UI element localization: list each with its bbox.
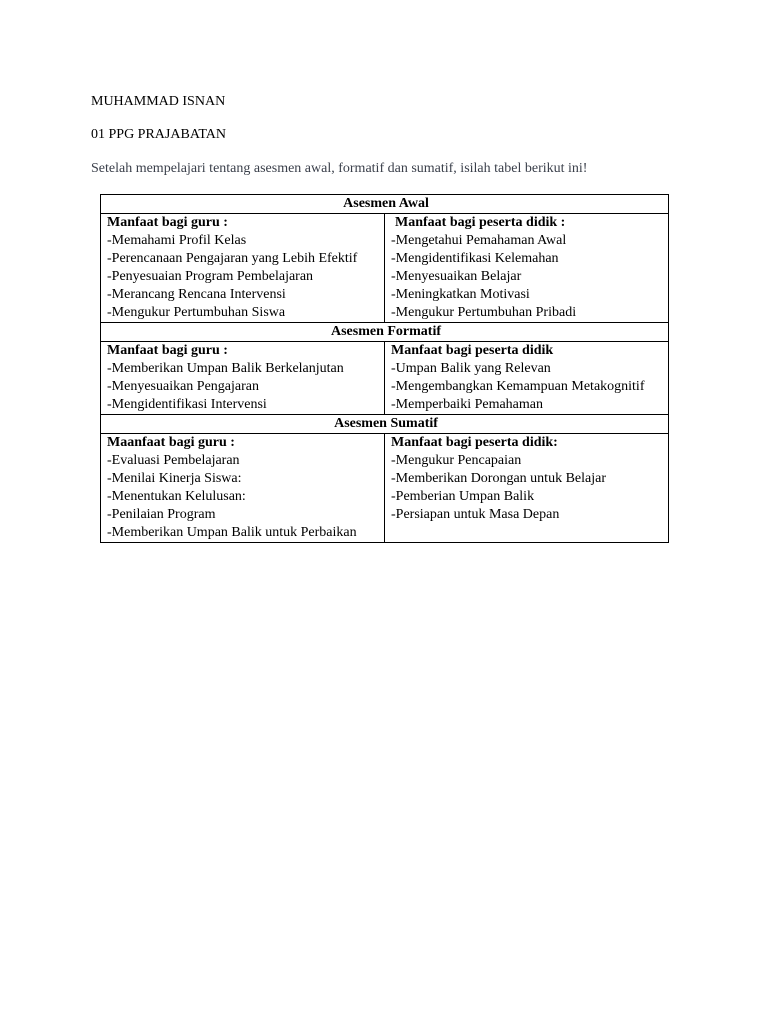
list-item: -Menilai Kinerja Siswa:	[107, 471, 242, 486]
student-benefits-heading: Manfaat bagi peserta didik:	[391, 435, 558, 450]
class-label: 01 PPG PRAJABATAN	[91, 127, 227, 142]
student-benefits-cell	[385, 214, 669, 323]
list-item: -Penilaian Program	[107, 507, 216, 522]
teacher-benefits-cell	[101, 214, 385, 323]
section-title-row	[101, 195, 669, 214]
list-item: -Persiapan untuk Masa Depan	[391, 507, 560, 522]
list-item: -Mengukur Pertumbuhan Pribadi	[391, 305, 577, 320]
assessment-table	[100, 194, 669, 543]
teacher-benefits-heading: Maanfaat bagi guru :	[107, 435, 235, 450]
list-item: -Mengukur Pencapaian	[391, 453, 522, 468]
list-item: -Mengembangkan Kemampuan Metakognitif	[391, 379, 645, 394]
student-benefits-heading: Manfaat bagi peserta didik	[391, 343, 554, 358]
list-item: -Meningkatkan Motivasi	[391, 287, 530, 302]
list-item: -Memberikan Dorongan untuk Belajar	[391, 471, 606, 486]
section-content-row	[101, 434, 669, 543]
student-benefits-cell	[385, 434, 669, 543]
teacher-benefits-heading: Manfaat bagi guru :	[107, 343, 228, 358]
teacher-benefits-cell	[101, 434, 385, 543]
list-item: -Memperbaiki Pemahaman	[391, 397, 544, 412]
list-item: -Mengidentifikasi Intervensi	[107, 397, 267, 412]
teacher-benefits-cell	[101, 342, 385, 415]
instruction-text: Setelah mempelajari tentang asesmen awal, formatif dan sumatif, isilah tabel berikut ini!	[91, 161, 588, 176]
list-item: -Memberikan Umpan Balik Berkelanjutan	[107, 361, 344, 376]
student-benefits-heading: Manfaat bagi peserta didik :	[395, 215, 566, 230]
list-item: -Merancang Rencana Intervensi	[107, 287, 286, 302]
section-title-row	[101, 415, 669, 434]
list-item: -Penyesuaian Program Pembelajaran	[107, 269, 314, 284]
list-item: -Menyesuaikan Pengajaran	[107, 379, 259, 394]
list-item: -Pemberian Umpan Balik	[391, 489, 535, 504]
list-item: -Mengidentifikasi Kelemahan	[391, 251, 559, 266]
list-item: -Perencanaan Pengajaran yang Lebih Efektif	[107, 251, 358, 266]
list-item: -Menentukan Kelulusan:	[107, 489, 246, 504]
list-item: -Menyesuaikan Belajar	[391, 269, 522, 284]
student-benefits-cell	[385, 342, 669, 415]
section-title-row	[101, 323, 669, 342]
section-content-row	[101, 342, 669, 415]
list-item: -Umpan Balik yang Relevan	[391, 361, 551, 376]
list-item: -Mengetahui Pemahaman Awal	[391, 233, 567, 248]
section-title: Asesmen Sumatif	[101, 415, 669, 434]
list-item: -Memahami Profil Kelas	[107, 233, 247, 248]
list-item: -Memberikan Umpan Balik untuk Perbaikan	[107, 525, 357, 540]
list-item: -Evaluasi Pembelajaran	[107, 453, 240, 468]
section-title: Asesmen Formatif	[101, 323, 669, 342]
section-content-row	[101, 214, 669, 323]
teacher-benefits-heading: Manfaat bagi guru :	[107, 215, 228, 230]
list-item: -Mengukur Pertumbuhan Siswa	[107, 305, 286, 320]
section-title: Asesmen Awal	[101, 195, 669, 214]
author-name: MUHAMMAD ISNAN	[91, 94, 226, 109]
